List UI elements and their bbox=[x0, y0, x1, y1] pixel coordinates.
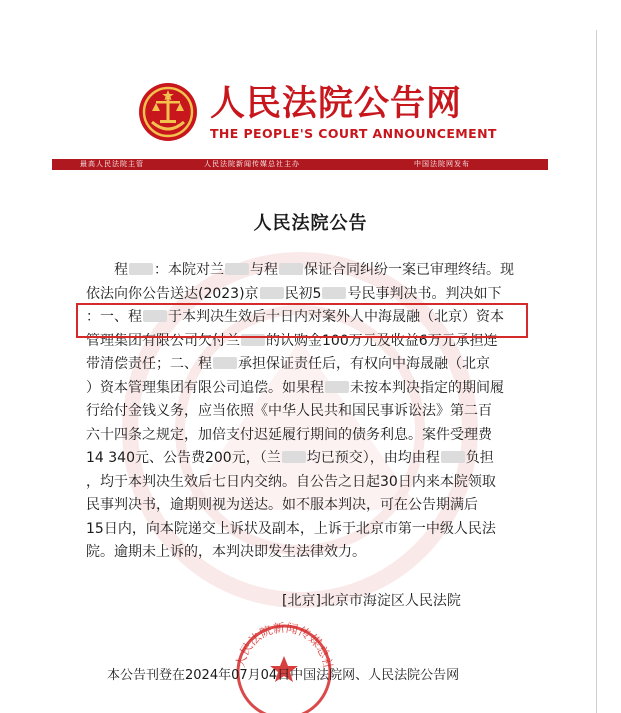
notice-line bbox=[86, 518, 526, 542]
notice-text-segment: 管理集团有限公司欠付兰 bbox=[86, 332, 240, 349]
notice-text-segment: 14 340元、公告费200元，（兰 bbox=[86, 450, 281, 466]
notice-text-segment: 行给付金钱义务，应当依照《中华人民共和国民事诉讼法》第二百 bbox=[86, 403, 492, 419]
notice-text-segment: ，均于本判决生效后七日内交纳。自公告之日起30日内来本院领取 bbox=[86, 473, 496, 490]
banner-text-3: 中国法院网发布 bbox=[414, 160, 470, 168]
notice-text-segment: ：一、程 bbox=[86, 309, 142, 325]
seal-text: 人民法院新闻传媒总社 bbox=[233, 620, 336, 672]
notice-text-segment: 承担保证责任后，有权向中海晟融（北京 bbox=[238, 356, 490, 372]
redacted-text bbox=[282, 451, 306, 463]
notice-text-segment: 六十四条之规定，加倍支付迟延履行期间的债务利息。案件受理费 bbox=[86, 426, 492, 443]
notice-text-segment: 民初5 bbox=[284, 285, 322, 302]
redacted-text bbox=[213, 357, 237, 369]
notice-line bbox=[86, 471, 526, 495]
notice-title: 人民法院公告 bbox=[253, 213, 368, 234]
redacted-text bbox=[260, 287, 284, 299]
notice-text-segment: 均已预交），由均由程 bbox=[306, 450, 440, 466]
notice-text-segment: 与程 bbox=[250, 262, 278, 278]
redacted-text bbox=[279, 263, 303, 275]
notice-line bbox=[86, 494, 526, 518]
site-logo-text: 人民法院公告网 bbox=[210, 84, 463, 124]
notice-text-segment: 带清偿责任；二、程 bbox=[86, 356, 212, 372]
notice-line bbox=[86, 400, 526, 424]
notice-text-segment: ）资本管理集团有限公司追偿。如果程 bbox=[86, 379, 324, 396]
redacted-text bbox=[225, 263, 249, 275]
notice-line bbox=[86, 424, 526, 448]
notice-line bbox=[86, 353, 526, 377]
notice-text-segment: 的认购金100万元及收益6万元承担连 bbox=[266, 332, 498, 349]
notice-text-segment: 程 bbox=[114, 262, 128, 278]
notice-text-segment: ：本院对兰 bbox=[154, 262, 224, 278]
notice-text-segment: 依法向你公告送达(2023)京 bbox=[86, 285, 259, 302]
redacted-text bbox=[129, 263, 153, 275]
court-emblem-icon bbox=[138, 82, 198, 142]
banner-text-1: 最高人民法院主管 bbox=[80, 160, 144, 168]
redacted-text bbox=[325, 381, 349, 393]
notice-text-segment: 院。逾期未上诉的，本判决即发生法律效力。 bbox=[86, 544, 366, 560]
site-logo-english: THE PEOPLE'S COURT ANNOUNCEMENT bbox=[210, 126, 497, 141]
notice-text-segment: 号民事判决书。判决如下 bbox=[347, 285, 502, 302]
redacted-text bbox=[441, 451, 465, 463]
notice-text-segment: 民事判决书，逾期则视为送达。如不服本判决，可在公告期满后 bbox=[86, 497, 478, 513]
header-banner bbox=[52, 159, 548, 170]
notice-line bbox=[86, 447, 526, 471]
notice-line bbox=[86, 377, 526, 401]
notice-text-segment: 未按本判决指定的期间履 bbox=[350, 379, 504, 396]
notice-text-segment: 负担 bbox=[465, 450, 494, 466]
notice-text-segment: 15日内，向本院递交上诉状及副本，上诉于北京市第一中级人民法 bbox=[86, 520, 496, 537]
court-name: [北京]北京市海淀区人民法院 bbox=[282, 593, 461, 609]
highlight-box bbox=[76, 303, 528, 338]
publication-footer: 本公告刊登在2024年07月04日中国法院网、人民法院公告网 bbox=[107, 668, 460, 683]
notice-text-segment: 保证合同纠纷一案已审理终结。现 bbox=[304, 262, 514, 278]
notice-text-segment: 于本判决生效后十日内对案外人中海晟融（北京）资本 bbox=[168, 309, 504, 325]
notice-line bbox=[86, 259, 526, 283]
page-edge-line bbox=[596, 30, 597, 713]
banner-text-2: 人民法院新闻传媒总社主办 bbox=[204, 160, 300, 168]
redacted-text bbox=[322, 287, 346, 299]
court-seal-icon bbox=[226, 610, 336, 713]
notice-line bbox=[86, 541, 526, 565]
